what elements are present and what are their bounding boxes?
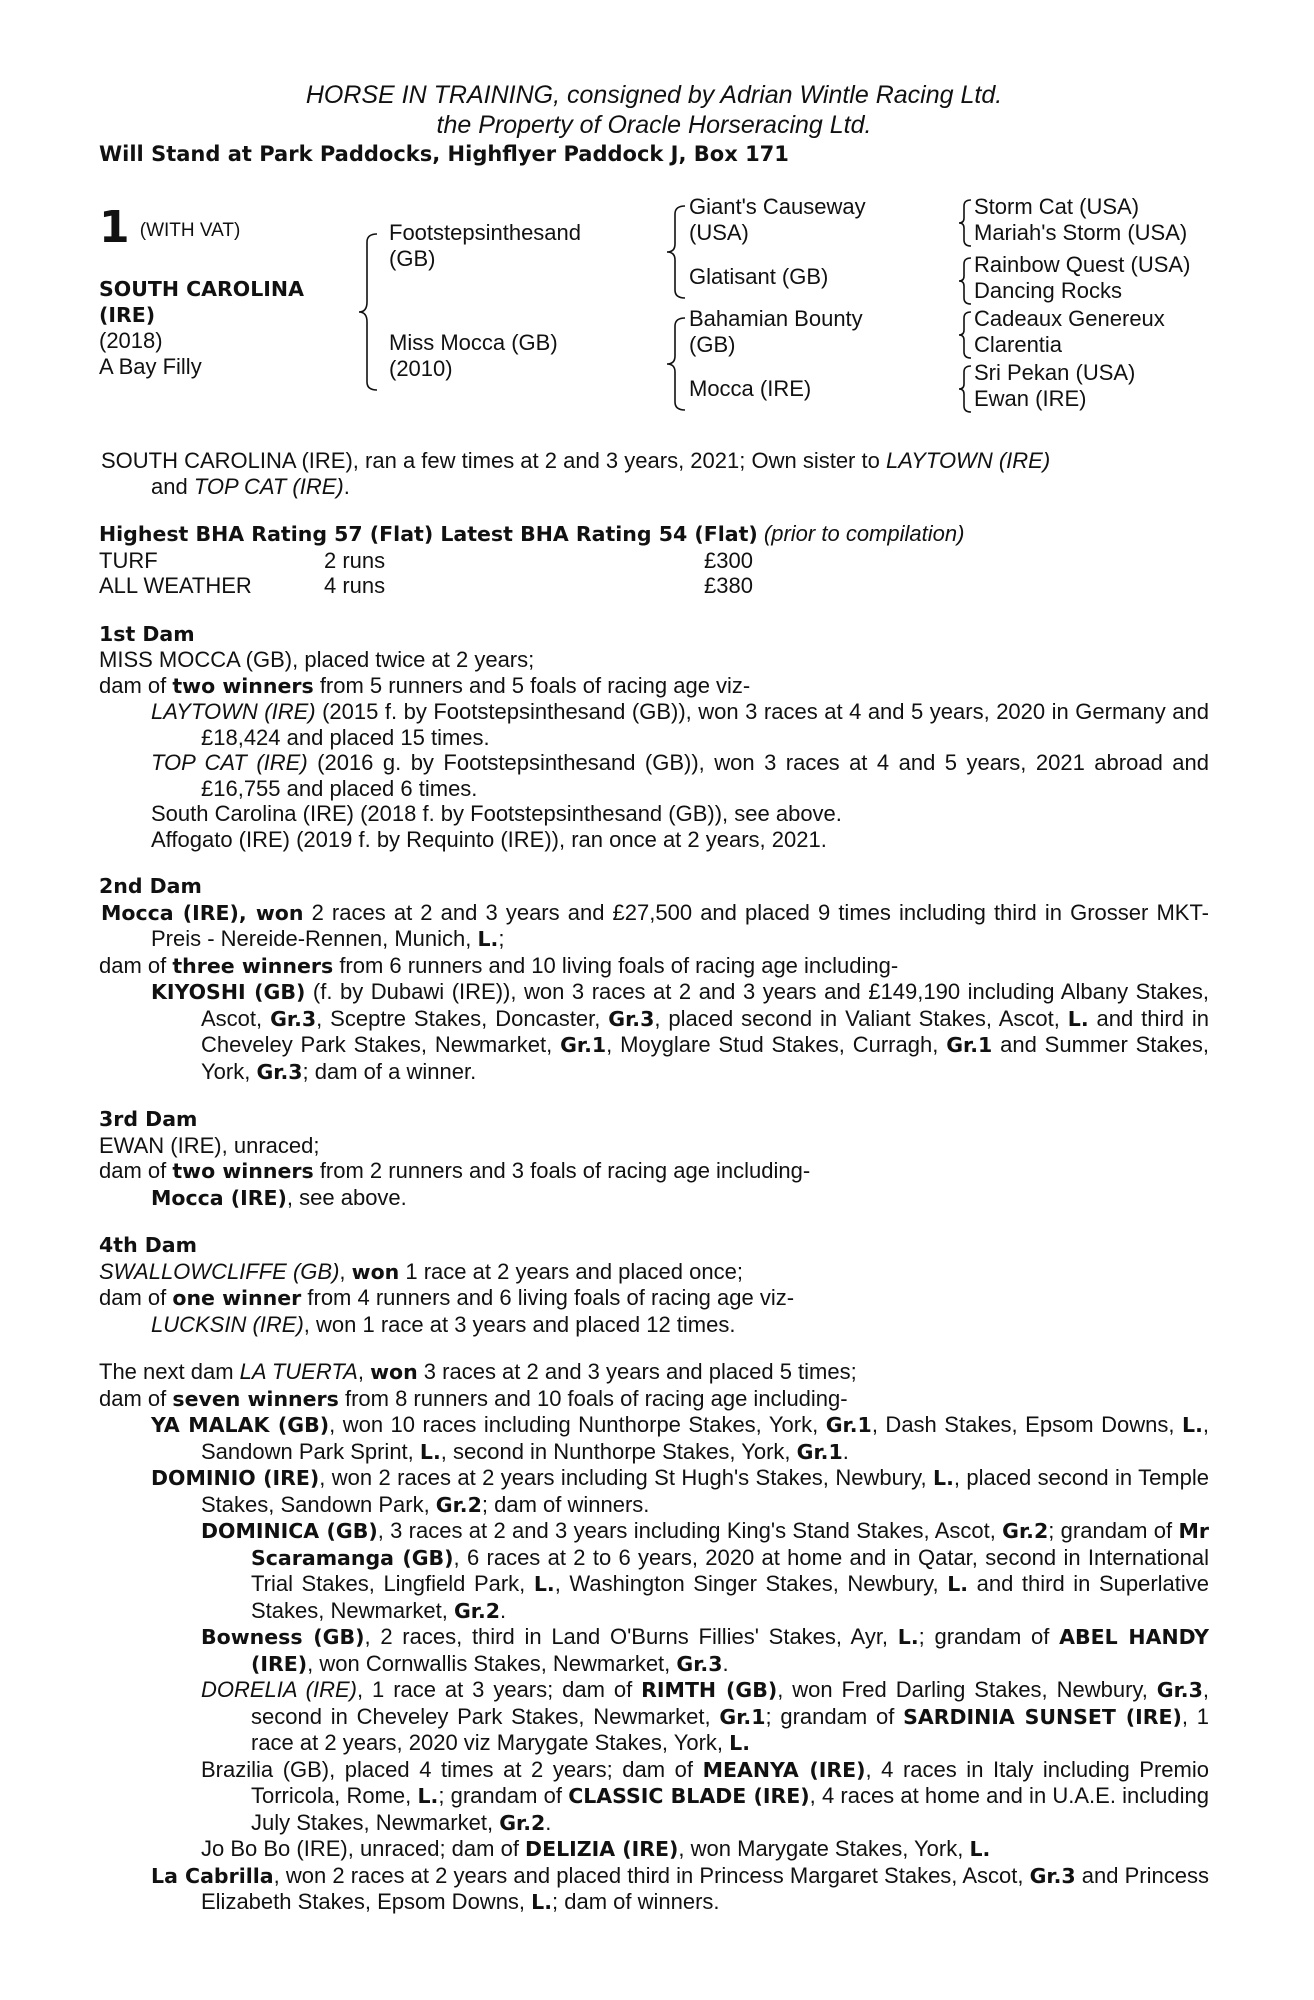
- horse-name: SOUTH CAROLINA: [99, 277, 304, 301]
- second-dam: 2nd Dam Mocca (IRE), won 2 races at 2 and 3 years and £27,500 and placed 9 times including third in Grosser MKT-Preis - Nereide-Rennen, Munich, L.; dam of three winners from 6 runners and 10 living foals of racing age including- KIYOSHI (GB) (f. by Dubawi (IRE)), won 3 races at 2 and 3 years and £149,190 including Albany Stakes, Ascot, Gr.3, Sceptre Stakes, Doncaster, Gr.3, placed second in Valiant Stakes, Ascot, L. and third in Cheveley Park Stakes, Newmarket, Gr.1, Moyglare Stud Stakes, Curragh, Gr.1 and Summer Stakes, York, Gr.3; dam of a winner.: [99, 874, 1209, 1084]
- produce-entry: South Carolina (IRE) (2018 f. by Footstepsinthesand (GB)), see above.: [151, 801, 842, 826]
- dam-sire-origin: (GB): [689, 332, 736, 357]
- bracket-brace: [671, 204, 691, 300]
- runs-table: [99, 548, 1209, 600]
- granddam-2: Dancing Rocks: [974, 278, 1122, 303]
- produce-entry: Jo Bo Bo (IRE), unraced; dam of DELIZIA (IRE), won Marygate Stakes, York, L.: [201, 1836, 991, 1861]
- section-title: 1st Dam: [99, 621, 195, 646]
- rating-note: (prior to compilation): [763, 521, 965, 546]
- produce-entry: Brazilia (GB), placed 4 times at 2 years; dam of MEANYA (IRE), 4 races in Italy including Premio Torricola, Rome, L.; grandam of CLASSIC BLADE (IRE), 4 races at home and in U.A.E. including July Stakes, Newmarket, Gr.2.: [201, 1756, 1209, 1835]
- summary: SOUTH CAROLINA (IRE), ran a few times at 2 and 3 years, 2021; Own sister to LAYTOWN (IRE) and TOP CAT (IRE).: [101, 448, 1051, 499]
- granddam-3: Clarentia: [974, 332, 1063, 357]
- dam-year: (2010): [389, 356, 453, 381]
- produce-entry: LAYTOWN (IRE) (2015 f. by Footstepsinthesand (GB)), won 3 races at 4 and 5 years, 2020 in Germany and £18,424 and placed 15 times.: [151, 699, 1209, 750]
- produce-entry: La Cabrilla, won 2 races at 2 years and placed third in Princess Margaret Stakes, Ascot, Gr.3 and Princess Elizabeth Stakes, Epsom Downs, L.; dam of winners.: [151, 1862, 1209, 1914]
- grandsire-1: Storm Cat (USA): [974, 194, 1140, 219]
- third-dam: 3rd Dam EWAN (IRE), unraced; dam of two winners from 2 runners and 3 foals of racing age including- Mocca (IRE), see above.: [99, 1107, 1209, 1211]
- surface-aw: ALL WEATHER: [99, 572, 252, 598]
- grandsire-4: Sri Pekan (USA): [974, 360, 1136, 385]
- bracket-brace: [363, 232, 383, 392]
- bracket-brace: [959, 310, 973, 360]
- rating-section: [99, 521, 1209, 600]
- produce-entry: YA MALAK (GB), won 10 races including Nunthorpe Stakes, York, Gr.1, Dash Stakes, Epsom Downs, L., Sandown Park Sprint, L., second in Nunthorpe Stakes, York, Gr.1.: [151, 1412, 1209, 1464]
- stand-location: Will Stand at Park Paddocks, Highflyer Paddock J, Box 171: [99, 142, 789, 166]
- horse-sex: A Bay Filly: [99, 354, 202, 379]
- next-dam: The next dam LA TUERTA, won 3 races at 2 and 3 years and placed 5 times; dam of seven winners from 8 runners and 10 foals of racing age including- YA MALAK (GB), won 10 races including Nunthorpe Stakes, York, Gr.1, Dash Stakes, Epsom Downs, L., Sandown Park Sprint, L., second in Nunthorpe Stakes, York, Gr.1. DOMINIO (IRE), won 2 races at 2 years including St Hugh's Stakes, Newbury, L., placed second in Temple Stakes, Sandown Park, Gr.2; dam of winners. DOMINICA (GB), 3 races at 2 and 3 years including King's Stand Stakes, Ascot, Gr.2; grandam of Mr Scaramanga (GB), 6 races at 2 to 6 years, 2020 at home and in Qatar, second in International Trial Stakes, Lingfield Park, L., Washington Singer Stakes, Newbury, L. and third in Superlative Stakes, Newmarket, Gr.2. Bowness (GB), 2 races, third in Land O'Burns Fillies' Stakes, Ayr, L.; grandam of ABEL HANDY (IRE), won Cornwallis Stakes, Newmarket, Gr.3. DORELIA (IRE), 1 race at 3 years; dam of RIMTH (GB), won Fred Darling Stakes, Newbury, Gr.3, second in Cheveley Park Stakes, Newmarket, Gr.1; grandam of SARDINIA SUNSET (IRE), 1 race at 2 years, 2020 viz Marygate Stakes, York, L. Brazilia (GB), placed 4 times at 2 years; dam of MEANYA (IRE), 4 races in Italy including Premio Torricola, Rome, L.; grandam of CLASSIC BLADE (IRE), 4 races at home and in U.A.E. including July Stakes, Newmarket, Gr.2. Jo Bo Bo (IRE), unraced; dam of DELIZIA (IRE), won Marygate Stakes, York, L. La Cabrilla, won 2 races at 2 years and placed third in Princess Margaret Stakes, Ascot, Gr.3 and Princess Elizabeth Stakes, Epsom Downs, L.; dam of winners.: [99, 1359, 1210, 1914]
- produce-entry: LUCKSIN (IRE), won 1 race at 3 years and placed 12 times.: [151, 1311, 736, 1337]
- grandsire-3: Cadeaux Genereux: [974, 306, 1165, 331]
- produce-entry: KIYOSHI (GB) (f. by Dubawi (IRE)), won 3 races at 2 and 3 years and £149,190 including Albany Stakes, Ascot, Gr.3, Sceptre Stakes, Doncaster, Gr.3, placed second in Valiant Stakes, Ascot, L. and third in Cheveley Park Stakes, Newmarket, Gr.1, Moyglare Stud Stakes, Curragh, Gr.1 and Summer Stakes, York, Gr.3; dam of a winner.: [151, 979, 1209, 1084]
- dam-name: Miss Mocca (GB): [389, 330, 558, 355]
- produce-entry: DOMINICA (GB), 3 races at 2 and 3 years including King's Stand Stakes, Ascot, Gr.2; grandam of Mr Scaramanga (GB), 6 races at 2 to 6 years, 2020 at home and in Qatar, second in International Trial Stakes, Lingfield Park, L., Washington Singer Stakes, Newbury, L. and third in Superlative Stakes, Newmarket, Gr.2.: [201, 1518, 1210, 1623]
- produce-entry: DOMINIO (IRE), won 2 races at 2 years including St Hugh's Stakes, Newbury, L., placed second in Temple Stakes, Sandown Park, Gr.2; dam of winners.: [151, 1465, 1209, 1517]
- dam-dam: Mocca (IRE): [689, 376, 812, 401]
- produce-entry: TOP CAT (IRE) (2016 g. by Footstepsinthesand (GB)), won 3 races at 4 and 5 years, 2021 abroad and £16,755 and placed 6 times.: [151, 750, 1209, 801]
- sire-sire-origin: (USA): [689, 220, 749, 245]
- runs-aw: 4 runs: [324, 572, 386, 598]
- produce-entry: Mocca (IRE), see above.: [151, 1184, 407, 1210]
- sire-dam: Glatisant (GB): [689, 264, 829, 289]
- lot-heading: [99, 202, 241, 253]
- sire-sire: Giant's Causeway: [689, 194, 866, 219]
- rating-heading: Highest BHA Rating 57 (Flat) Latest BHA Rating 54 (Flat): [99, 522, 758, 546]
- granddam-4: Ewan (IRE): [974, 386, 1087, 411]
- surface-turf: TURF: [99, 547, 158, 573]
- produce-entry: Affogato (IRE) (2019 f. by Requinto (IRE)), ran once at 2 years, 2021.: [151, 826, 827, 852]
- produce-entry: Bowness (GB), 2 races, third in Land O'Burns Fillies' Stakes, Ayr, L.; grandam of ABEL HANDY (IRE), won Cornwallis Stakes, Newmarket, Gr.3.: [201, 1624, 1209, 1676]
- vat-note: (WITH VAT): [139, 220, 241, 241]
- grandsire-2: Rainbow Quest (USA): [974, 252, 1191, 277]
- horse-year: (2018): [99, 328, 163, 353]
- amount-aw: £380: [704, 572, 753, 598]
- granddam-1: Mariah's Storm (USA): [974, 220, 1188, 245]
- bracket-brace: [671, 316, 691, 412]
- amount-turf: £300: [704, 547, 753, 573]
- bracket-brace: [959, 364, 973, 414]
- section-title: 2nd Dam: [99, 874, 202, 898]
- owner-line: the Property of Oracle Horseracing Ltd.: [436, 111, 872, 139]
- first-dam: 1st Dam MISS MOCCA (GB), placed twice at 2 years; dam of two winners from 5 runners and 5 foals of racing age viz- LAYTOWN (IRE) (2015 f. by Footstepsinthesand (GB)), won 3 races at 4 and 5 years, 2020 in Germany and £18,424 and placed 15 times. TOP CAT (IRE) (2016 g. by Footstepsinthesand (GB)), won 3 races at 4 and 5 years, 2021 abroad and £16,755 and placed 6 times. South Carolina (IRE) (2018 f. by Footstepsinthesand (GB)), see above. Affogato (IRE) (2019 f. by Requinto (IRE)), ran once at 2 years, 2021.: [99, 621, 1209, 852]
- sire-name: Footstepsinthesand: [389, 220, 582, 245]
- dam-sire: Bahamian Bounty: [689, 306, 863, 331]
- fourth-dam: 4th Dam SWALLOWCLIFFE (GB), won 1 race at 2 years and placed once; dam of one winner from 4 runners and 6 living foals of racing age viz- LUCKSIN (IRE), won 1 race at 3 years and placed 12 times.: [99, 1233, 1209, 1337]
- catalogue-page: [99, 80, 1209, 1916]
- produce-entry: DORELIA (IRE), 1 race at 3 years; dam of RIMTH (GB), won Fred Darling Stakes, Newbury, Gr.3, second in Cheveley Park Stakes, Newmarket, Gr.1; grandam of SARDINIA SUNSET (IRE), 1 race at 2 years, 2020 viz Marygate Stakes, York, L.: [201, 1677, 1209, 1755]
- section-title: 3rd Dam: [99, 1107, 198, 1131]
- sire-origin: (GB): [389, 246, 436, 271]
- section-title: 4th Dam: [99, 1233, 198, 1257]
- bracket-brace: [959, 256, 973, 306]
- horse-suffix: (IRE): [99, 303, 156, 327]
- runs-turf: 2 runs: [324, 547, 386, 573]
- bracket-brace: [959, 198, 973, 248]
- lot-number: 1: [99, 202, 130, 253]
- pedigree-table: [99, 196, 1209, 418]
- consignor-line: HORSE IN TRAINING, consigned by Adrian Wintle Racing Ltd.: [305, 81, 1003, 109]
